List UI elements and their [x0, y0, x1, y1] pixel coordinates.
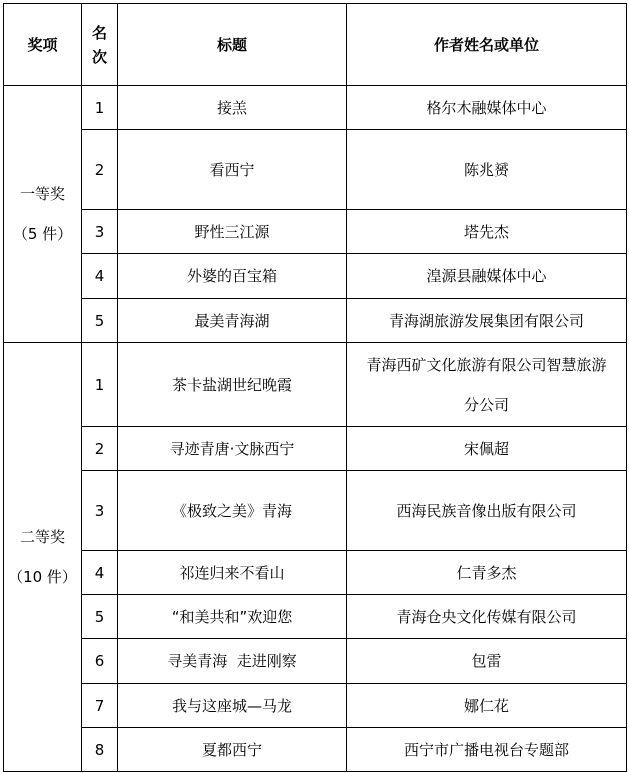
title-cell: 寻美青海 走进刚察	[118, 639, 347, 684]
title-cell: 最美青海湖	[118, 299, 347, 343]
table-row	[4, 210, 627, 254]
award-cell-first	[4, 86, 82, 343]
table-row	[4, 551, 627, 595]
rank-cell: 4	[82, 254, 118, 299]
rank-cell: 5	[82, 299, 118, 343]
rank-cell: 1	[82, 86, 118, 130]
title-cell: 茶卡盐湖世纪晚霞	[118, 343, 347, 427]
table-row	[4, 728, 627, 772]
author-cell: 青海仓央文化传媒有限公司	[347, 595, 627, 639]
rank-cell: 2	[82, 130, 118, 210]
header-award: 奖项	[4, 4, 82, 86]
table-row	[4, 130, 627, 210]
header-rank	[82, 4, 118, 86]
rank-cell: 3	[82, 471, 118, 551]
rank-cell: 6	[82, 639, 118, 684]
author-cell: 西海民族音像出版有限公司	[347, 471, 627, 551]
rank-cell: 7	[82, 684, 118, 728]
table-row	[4, 86, 627, 130]
author-cell: 湟源县融媒体中心	[347, 254, 627, 299]
table-row	[4, 299, 627, 343]
author-cell: 陈兆赟	[347, 130, 627, 210]
header-author: 作者姓名或单位	[347, 4, 627, 86]
title-cell: “和美共和”欢迎您	[118, 595, 347, 639]
author-cell: 塔先杰	[347, 210, 627, 254]
author-cell: 仁青多杰	[347, 551, 627, 595]
title-cell: 外婆的百宝箱	[118, 254, 347, 299]
author-cell: 包雷	[347, 639, 627, 684]
title-cell: 我与这座城—马龙	[118, 684, 347, 728]
table-row	[4, 471, 627, 551]
title-cell: 野性三江源	[118, 210, 347, 254]
rank-cell: 1	[82, 343, 118, 427]
author-line2: 分公司	[463, 395, 509, 414]
title-cell: 《极致之美》青海	[118, 471, 347, 551]
header-row	[4, 4, 627, 86]
author-cell: 青海湖旅游发展集团有限公司	[347, 299, 627, 343]
author-cell: 西宁市广播电视台专题部	[347, 728, 627, 772]
header-rank-line1: 名	[91, 23, 107, 42]
rank-cell: 8	[82, 728, 118, 772]
header-title: 标题	[118, 4, 347, 86]
table-row	[4, 595, 627, 639]
table-row	[4, 254, 627, 299]
rank-cell: 3	[82, 210, 118, 254]
award-name: 一等奖	[19, 185, 65, 203]
title-cell: 夏都西宁	[118, 728, 347, 772]
awards-table	[3, 3, 627, 772]
author-cell	[347, 343, 627, 427]
table-row	[4, 639, 627, 684]
rank-cell: 4	[82, 551, 118, 595]
author-cell: 格尔木融媒体中心	[347, 86, 627, 130]
award-cell-second	[4, 343, 82, 772]
title-cell: 寻迹青唐·文脉西宁	[118, 427, 347, 471]
award-count: （10 件）	[8, 568, 77, 586]
header-rank-line2: 次	[91, 47, 107, 66]
title-cell: 看西宁	[118, 130, 347, 210]
title-cell: 接羔	[118, 86, 347, 130]
title-cell: 祁连归来不看山	[118, 551, 347, 595]
table-row	[4, 343, 627, 427]
table-row	[4, 684, 627, 728]
author-cell: 宋佩超	[347, 427, 627, 471]
table-row	[4, 427, 627, 471]
award-name: 二等奖	[19, 528, 65, 546]
author-line1: 青海西矿文化旅游有限公司智慧旅游	[366, 355, 607, 374]
award-count: （5 件）	[12, 225, 73, 243]
rank-cell: 2	[82, 427, 118, 471]
rank-cell: 5	[82, 595, 118, 639]
author-cell: 娜仁花	[347, 684, 627, 728]
